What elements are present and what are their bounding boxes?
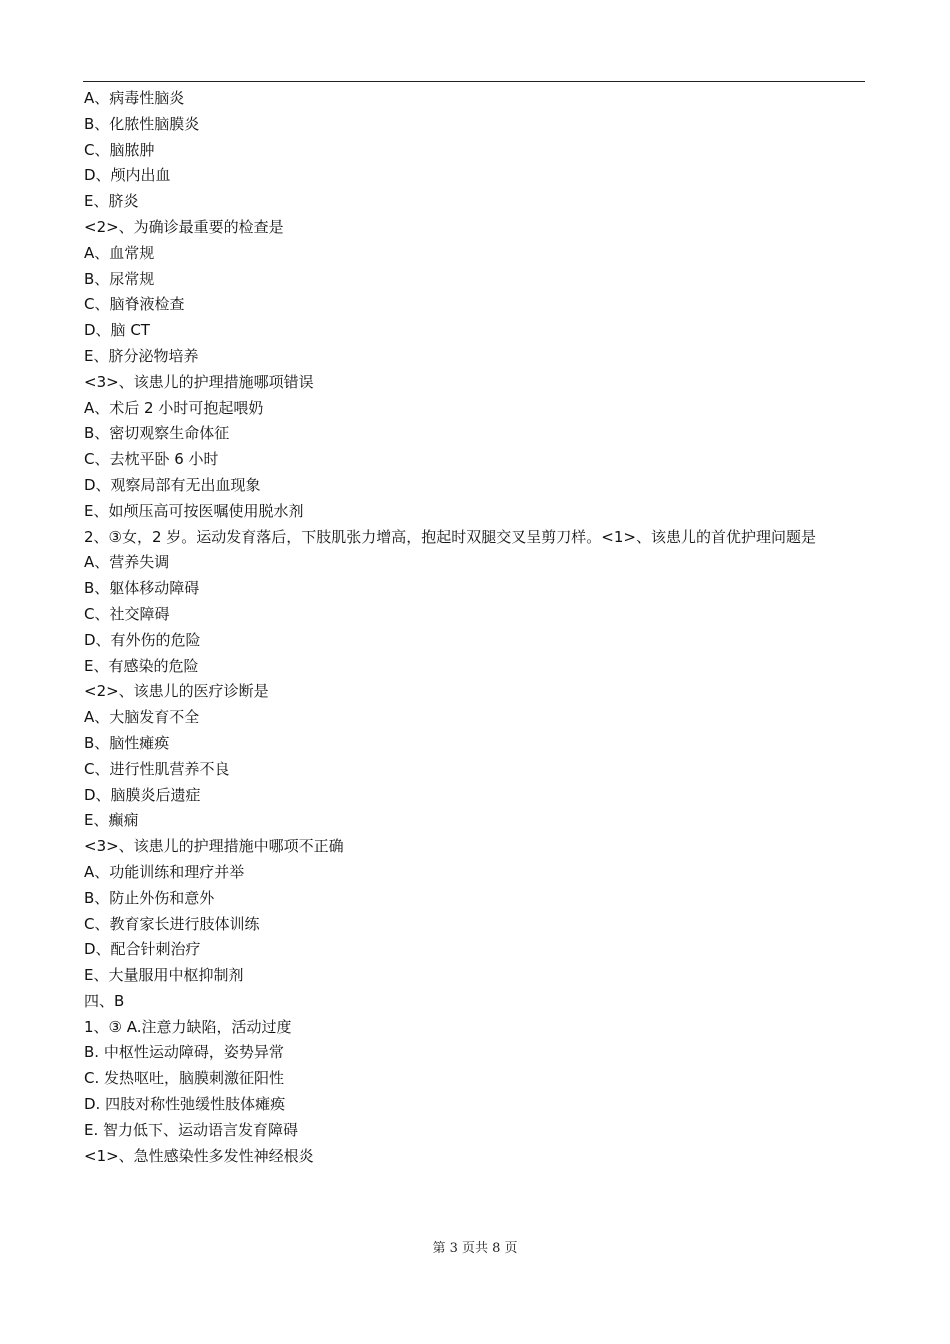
option-line: E、脐炎 [84,192,139,211]
option-line: D、配合针刺治疗 [84,940,201,959]
question-line: <1>、急性感染性多发性神经根炎 [84,1146,314,1165]
option-line: B、脑性瘫痪 [84,733,170,752]
option-line: D、颅内出血 [84,166,171,185]
section-heading: 四、B [84,991,125,1010]
document-body [84,86,866,1169]
header-rule [83,81,865,82]
option-line: E、癫痫 [84,811,139,830]
question-line: <2>、为确诊最重要的检查是 [84,217,284,236]
option-line: A、营养失调 [84,553,170,572]
option-line: A、术后 2 小时可抱起喂奶 [84,398,264,417]
case-stem: 2、③女，2 岁。运动发育落后，下肢肌张力增高，抱起时双腿交叉呈剪刀样。<1>、该患儿的首优护理问题是 [84,527,816,546]
page-number: 第 3 页共 8 页 [432,1241,518,1256]
option-line: C、社交障碍 [84,604,170,623]
option-line: C、教育家长进行肢体训练 [84,914,260,933]
option-line: C. 发热呕吐，脑膜刺激征阳性 [84,1069,285,1088]
option-line: E、如颅压高可按医嘱使用脱水剂 [84,501,304,520]
option-line: A、大脑发育不全 [84,708,200,727]
option-line: B、防止外伤和意外 [84,888,215,907]
option-line: E. 智力低下、运动语言发育障碍 [84,1120,299,1139]
option-line: C、脑脊液检查 [84,295,185,314]
option-line: B、化脓性脑膜炎 [84,114,200,133]
option-line: E、有感染的危险 [84,656,199,675]
option-line: A、病毒性脑炎 [84,89,185,107]
option-line: A、血常规 [84,243,155,262]
option-line: A、功能训练和理疗并举 [84,862,245,881]
option-line: C、脑脓肿 [84,140,155,159]
option-line: B、躯体移动障碍 [84,579,200,598]
option-line: B、密切观察生命体征 [84,424,230,443]
option-line: 1、③ A.注意力缺陷，活动过度 [84,1017,292,1036]
option-line: B. 中枢性运动障碍，姿势异常 [84,1043,284,1062]
option-line: E、脐分泌物培养 [84,346,199,365]
question-line: <3>、该患儿的护理措施中哪项不正确 [84,837,344,856]
option-line: C、进行性肌营养不良 [84,759,230,778]
option-line: D、观察局部有无出血现象 [84,475,261,494]
option-line: E、大量服用中枢抑制剂 [84,966,244,985]
option-line: D、脑膜炎后遗症 [84,785,201,804]
option-line: D、有外伤的危险 [84,630,201,649]
question-line: <3>、该患儿的护理措施哪项错误 [84,372,314,391]
option-line: D、脑 CT [84,321,150,340]
question-line: <2>、该患儿的医疗诊断是 [84,682,269,701]
option-line: B、尿常规 [84,269,155,288]
option-line: C、去枕平卧 6 小时 [84,450,219,469]
option-line: D. 四肢对称性弛缓性肢体瘫痪 [84,1095,286,1114]
